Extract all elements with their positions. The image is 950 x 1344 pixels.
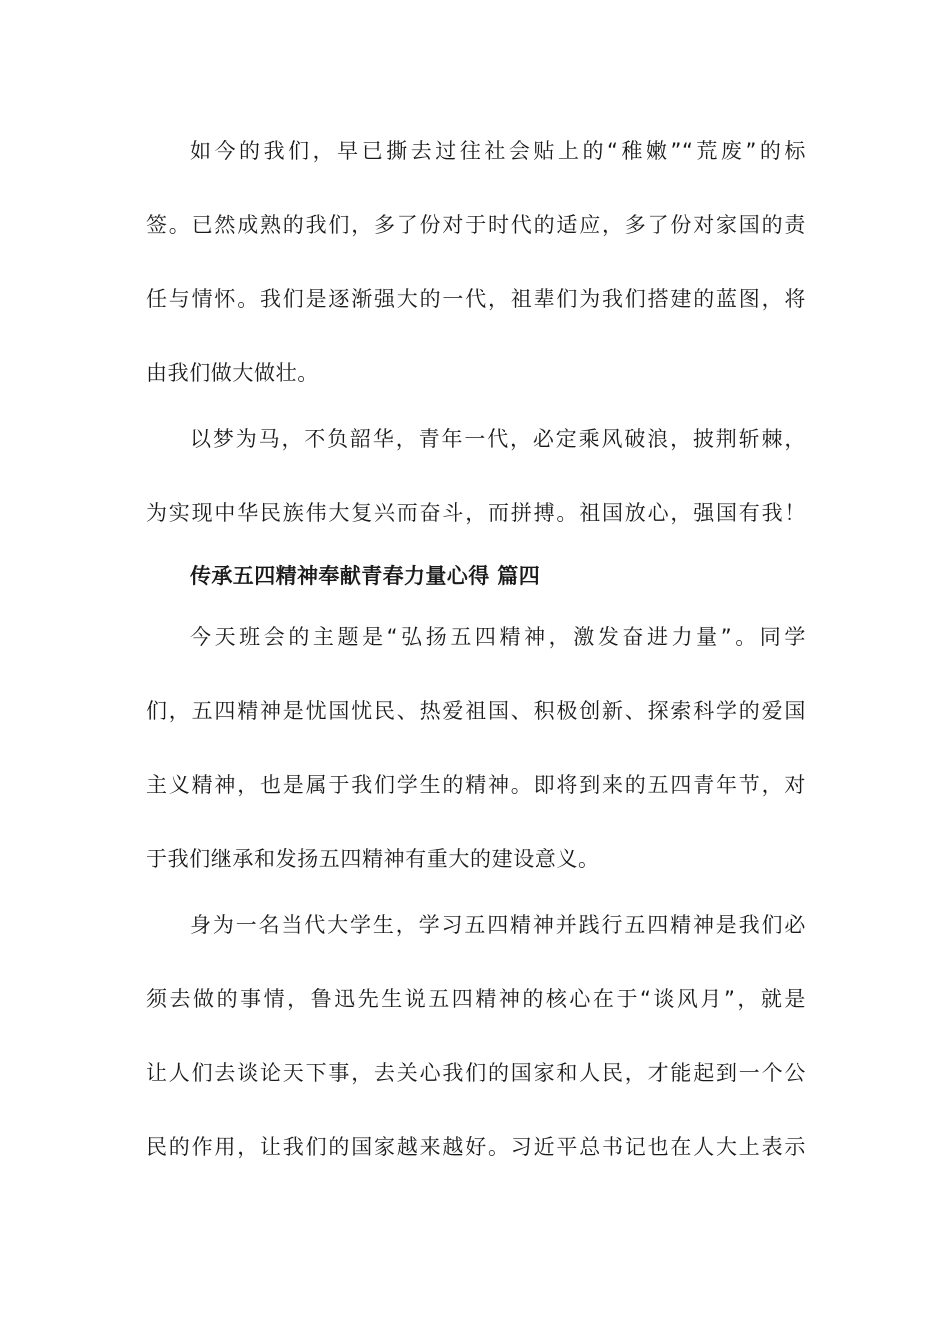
paragraph-line: 任与情怀。我们是逐渐强大的一代，祖辈们为我们搭建的蓝图，将	[146, 287, 806, 311]
paragraph-line: 于我们继承和发扬五四精神有重大的建设意义。	[146, 847, 600, 871]
paragraph-line: 须去做的事情，鲁迅先生说五四精神的核心在于“谈风月”，就是	[146, 987, 806, 1011]
paragraph-line: 由我们做大做壮。	[146, 361, 319, 385]
section-heading: 传承五四精神奉献青春力量心得 篇四	[190, 564, 541, 588]
paragraph-line: 如今的我们，早已撕去过往社会贴上的“稚嫩”“荒废”的标	[190, 139, 806, 163]
paragraph-line: 签。已然成熟的我们，多了份对于时代的适应，多了份对家国的责	[146, 213, 806, 237]
paragraph-line: 今天班会的主题是“弘扬五四精神，激发奋进力量”。同学	[190, 625, 806, 649]
paragraph-line: 主义精神，也是属于我们学生的精神。即将到来的五四青年节，对	[146, 773, 806, 797]
paragraph-line: 们，五四精神是忧国忧民、热爱祖国、积极创新、探索科学的爱国	[146, 699, 806, 723]
paragraph-line: 以梦为马，不负韶华，青年一代，必定乘风破浪，披荆斩棘，	[190, 427, 806, 451]
paragraph-line: 民的作用，让我们的国家越来越好。习近平总书记也在人大上表示	[146, 1135, 806, 1159]
paragraph-line: 为实现中华民族伟大复兴而奋斗，而拼搏。祖国放心，强国有我！	[146, 501, 806, 525]
paragraph-line: 身为一名当代大学生，学习五四精神并践行五四精神是我们必	[190, 913, 806, 937]
paragraph-line: 让人们去谈论天下事，去关心我们的国家和人民，才能起到一个公	[146, 1061, 806, 1085]
